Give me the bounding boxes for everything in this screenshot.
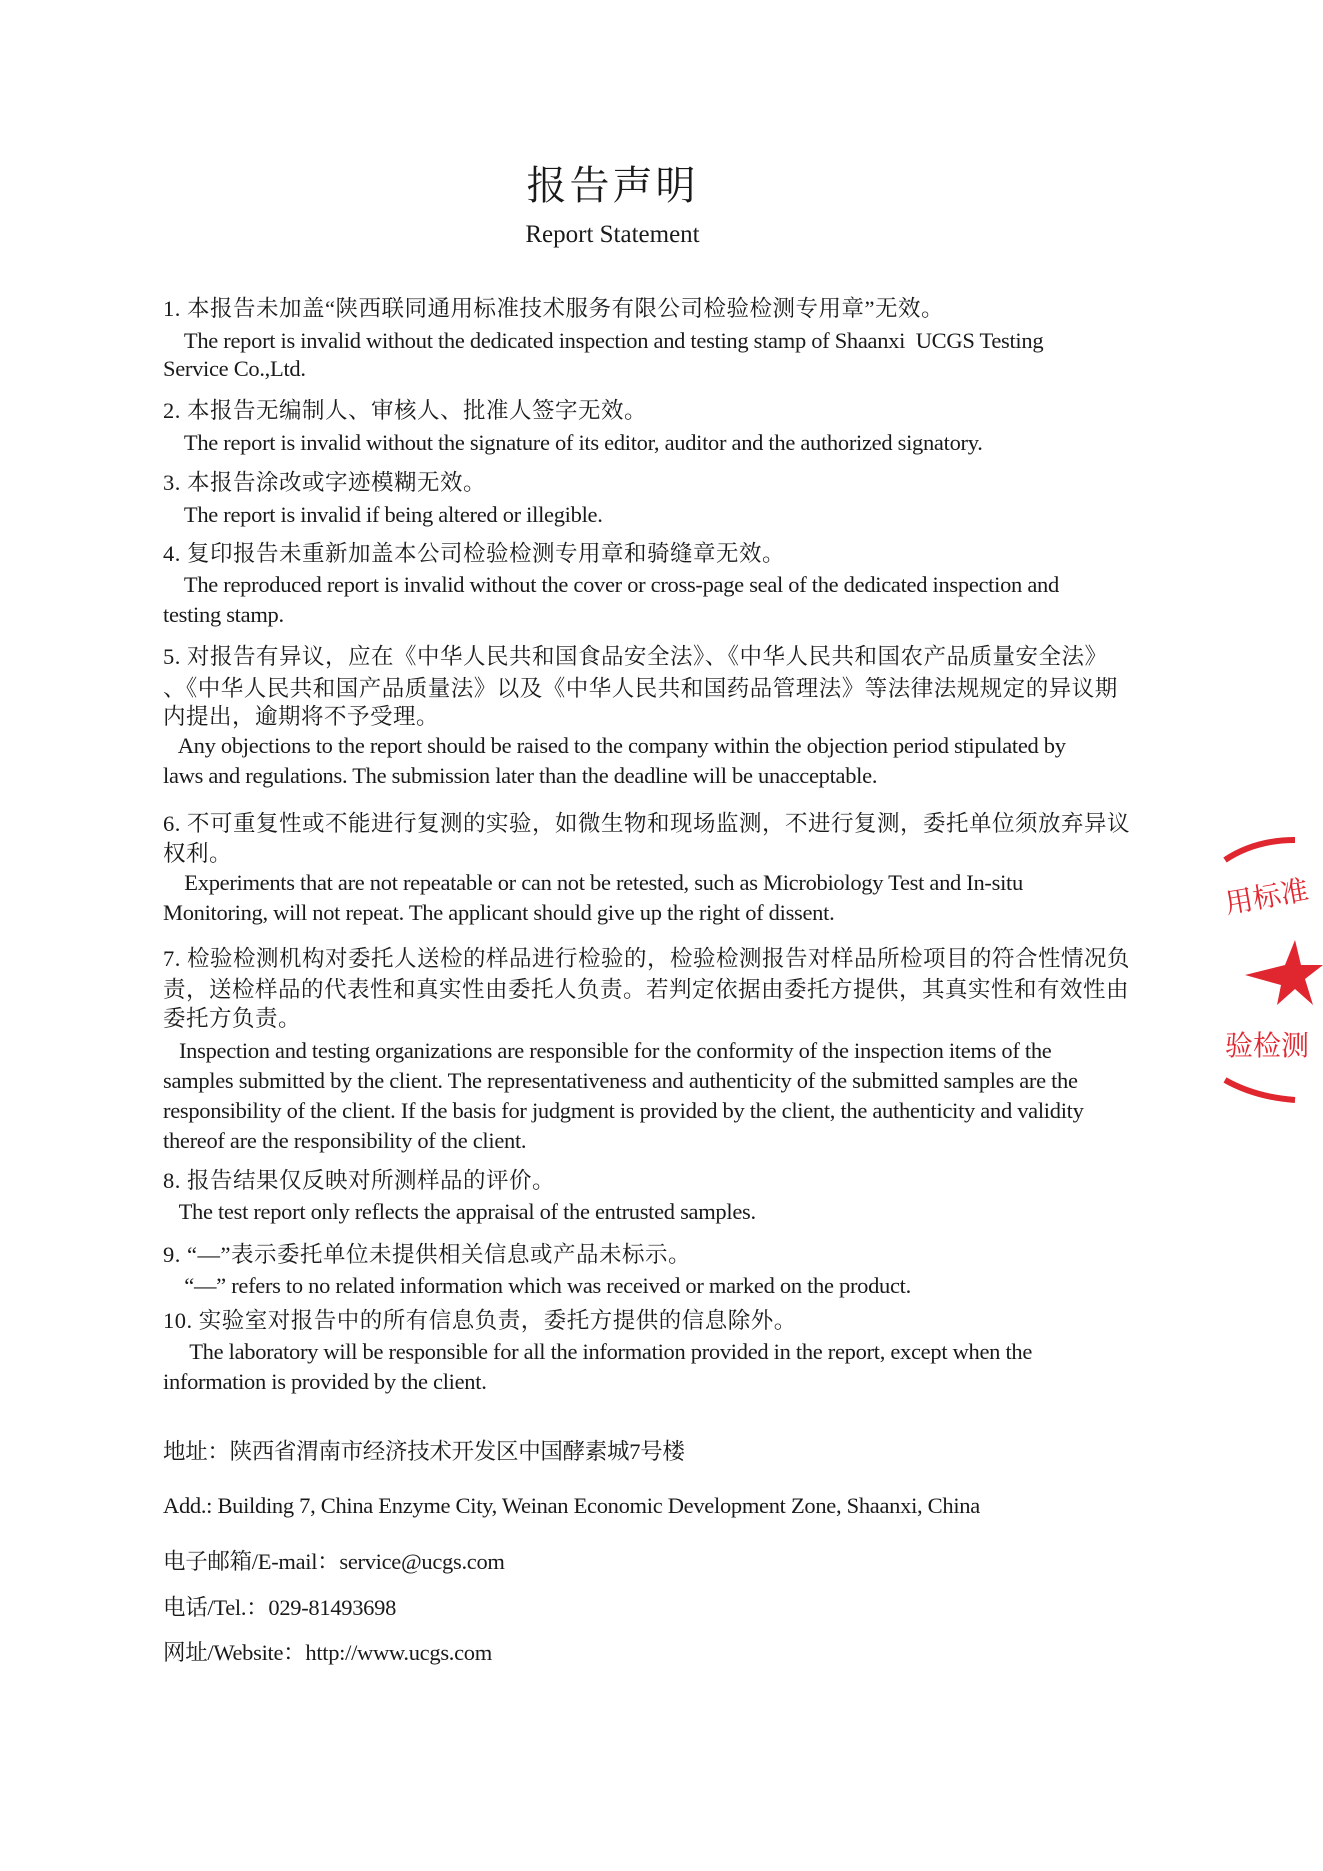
statement-3-line: 3. 本报告涂改或字迹模糊无效。: [163, 470, 487, 495]
statement-2-line: The report is invalid without the signature of its editor, auditor and the authorized signatory.: [163, 430, 983, 455]
statement-9-line: “—” refers to no related information which was received or marked on the product.: [163, 1273, 911, 1298]
statement-3-line: The report is invalid if being altered or illegible.: [163, 502, 603, 527]
statement-1-line: 1. 本报告未加盖“陕西联同通用标准技术服务有限公司检验检测专用章”无效。: [163, 296, 944, 321]
statement-6-line: Experiments that are not repeatable or can not be retested, such as Microbiology Test and In-situ: [163, 870, 1023, 895]
statement-7-line: 7. 检验检测机构对委托人送检的样品进行检验的，检验检测报告对样品所检项目的符合性情况负: [163, 946, 1131, 971]
statement-10-line: The laboratory will be responsible for all the information provided in the report, except when the: [163, 1339, 1033, 1364]
address-zh: 地址：陕西省渭南市经济技术开发区中国酵素城7号楼: [163, 1439, 685, 1464]
statement-10-line: information is provided by the client.: [163, 1369, 487, 1394]
email[interactable]: 电子邮箱/E-mail：service@ucgs.com: [163, 1549, 505, 1574]
svg-text:用标准: 用标准: [1222, 873, 1311, 921]
title-english: Report Statement: [525, 221, 700, 248]
statement-7-line: 责，送检样品的代表性和真实性由委托人负责。若判定依据由委托方提供，其真实性和有效性由: [163, 977, 1130, 1002]
statement-6-line: 6. 不可重复性或不能进行复测的实验，如微生物和现场监测，不进行复测，委托单位须放弃异议: [163, 811, 1131, 836]
statement-5-line: laws and regulations. The submission later than the deadline will be unacceptable.: [163, 763, 878, 788]
statement-7-line: responsibility of the client. If the basis for judgment is provided by the client, the authenticity and validity: [163, 1098, 1084, 1123]
red-seal-stamp: [1215, 815, 1323, 1115]
statement-1-line: Service Co.,Ltd.: [163, 356, 306, 381]
statement-6-line: 权利。: [163, 841, 233, 866]
statement-8-line: 8. 报告结果仅反映对所测样品的评价。: [163, 1168, 556, 1193]
statement-6-line: Monitoring, will not repeat. The applicant should give up the right of dissent.: [163, 900, 835, 925]
title-chinese: 报告声明: [526, 163, 699, 208]
statement-5-line: Any objections to the report should be raised to the company within the objection period stipulated by: [163, 733, 1066, 758]
website[interactable]: 网址/Website：http://www.ucgs.com: [163, 1640, 492, 1665]
statement-5-line: 、《中华人民共和国产品质量法》以及《中华人民共和国药品管理法》等法律法规规定的异议期: [163, 676, 1118, 701]
statement-7-line: thereof are the responsibility of the client.: [163, 1128, 527, 1153]
statement-1-line: The report is invalid without the dedicated inspection and testing stamp of Shaanxi UCGS Testing: [163, 328, 1044, 353]
statement-10-line: 10. 实验室对报告中的所有信息负责，委托方提供的信息除外。: [163, 1308, 797, 1333]
svg-text:验检测: 验检测: [1225, 1029, 1310, 1062]
statement-7-line: samples submitted by the client. The representativeness and authenticity of the submitted samples are the: [163, 1068, 1078, 1093]
statement-4-line: testing stamp.: [163, 602, 284, 627]
statement-5-line: 5. 对报告有异议，应在《中华人民共和国食品安全法》、《中华人民共和国农产品质量安全法》: [163, 644, 1108, 669]
statement-5-line: 内提出，逾期将不予受理。: [163, 704, 440, 729]
statement-4-line: The reproduced report is invalid without the cover or cross-page seal of the dedicated inspection and: [163, 572, 1059, 597]
statement-2-line: 2. 本报告无编制人、审核人、批准人签字无效。: [163, 398, 648, 423]
statement-7-line: 委托方负责。: [163, 1006, 302, 1031]
statement-4-line: 4. 复印报告未重新加盖本公司检验检测专用章和骑缝章无效。: [163, 541, 786, 566]
statement-7-line: Inspection and testing organizations are responsible for the conformity of the inspection items of the: [163, 1038, 1052, 1063]
telephone: 电话/Tel.：029-81493698: [163, 1595, 397, 1620]
statement-9-line: 9. “—”表示委托单位未提供相关信息或产品未标示。: [163, 1242, 691, 1267]
address-en: Add.: Building 7, China Enzyme City, Weinan Economic Development Zone, Shaanxi, China: [163, 1493, 980, 1518]
statement-8-line: The test report only reflects the appraisal of the entrusted samples.: [163, 1199, 756, 1224]
